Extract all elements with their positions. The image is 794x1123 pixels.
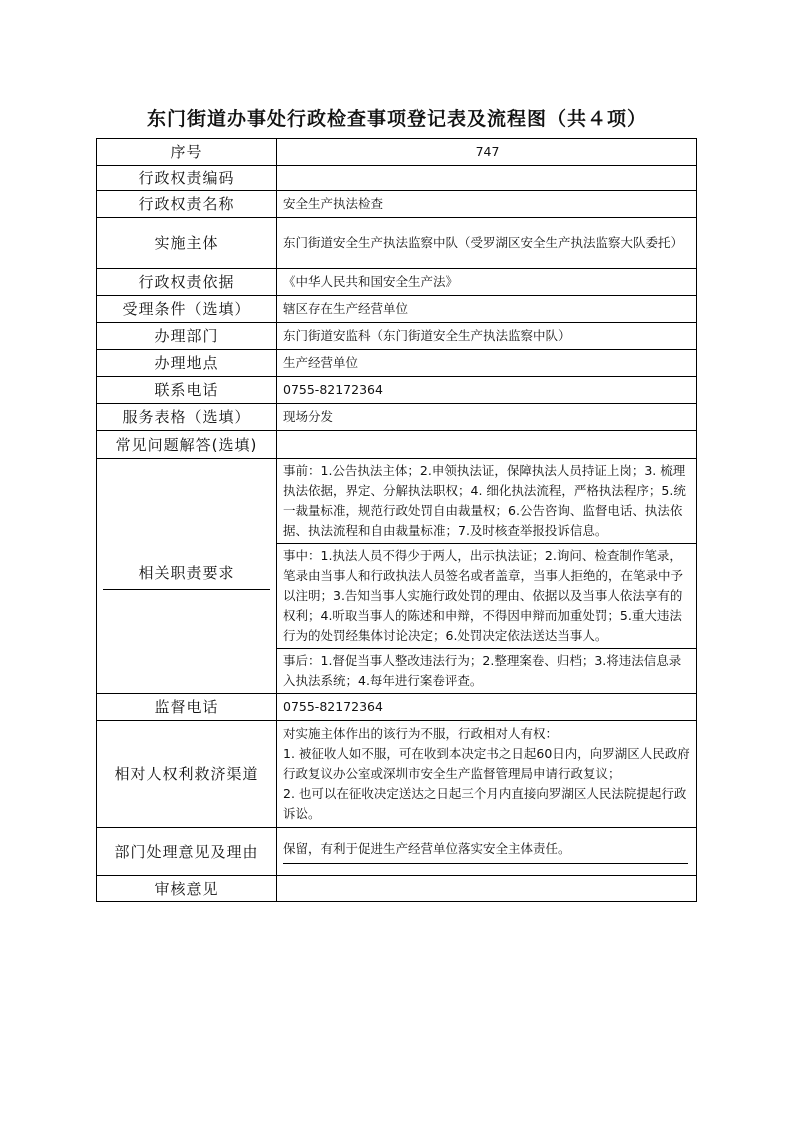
- remedy-intro: 对实施主体作出的该行为不服，行政相对人有权：: [283, 726, 559, 741]
- value-faq: [277, 431, 697, 459]
- label-supervision: 监督电话: [97, 694, 277, 721]
- duties-after: 事后：1.督促当事人整改违法行为；2.整理案卷、归档；3.将违法信息录入执法系统；4.每年进行案卷评查。: [283, 653, 682, 688]
- table-row-seq: [97, 139, 697, 166]
- table-row-supervision: [97, 694, 697, 721]
- label-opinion-cell: [97, 828, 277, 876]
- label-location: 办理地点: [97, 350, 277, 377]
- table-row-department: [97, 323, 697, 350]
- label-seq: 序号: [97, 139, 277, 166]
- label-review: 审核意见: [97, 876, 277, 902]
- value-location: 生产经营单位: [277, 350, 697, 377]
- table-row-subject: [97, 218, 697, 269]
- table-row-code: [97, 166, 697, 191]
- label-department: 办理部门: [97, 323, 277, 350]
- value-opinion: 保留，有利于促进生产经营单位落实安全主体责任。: [283, 839, 688, 864]
- value-opinion-cell: [277, 828, 697, 876]
- label-basis: 行政权责依据: [97, 269, 277, 296]
- label-duties: 相关职责要求: [138, 563, 235, 582]
- table-row-remedy: [97, 721, 697, 828]
- value-forms: 现场分发: [277, 404, 697, 431]
- label-subject: 实施主体: [97, 218, 277, 269]
- table-row-phone: [97, 377, 697, 404]
- label-opinion: 部门处理意见及理由: [114, 842, 259, 861]
- table-row-basis: [97, 269, 697, 296]
- registration-form-table: [96, 138, 697, 902]
- table-row-opinion: [97, 828, 697, 876]
- value-seq: 747: [277, 139, 697, 166]
- value-conditions: 辖区存在生产经营单位: [277, 296, 697, 323]
- value-review: [277, 876, 697, 902]
- label-conditions: 受理条件（选填）: [97, 296, 277, 323]
- label-remedy-cell: [97, 721, 277, 828]
- label-underline: [103, 589, 270, 590]
- value-supervision: 0755-82172364: [277, 694, 697, 721]
- duties-before: 事前：1.公告执法主体；2.申领执法证，保障执法人员持证上岗；3. 梳理执法依据，界定、分解执法职权；4. 细化执法流程，严格执法程序；5.统一裁量标准，规范行政处罚自由裁量权；6.公告咨询、监督电话、执法依据、执法流程和自由裁量标准；7.及时核查举报投诉信息。: [277, 459, 696, 544]
- table-row-forms: [97, 404, 697, 431]
- duties-cell: [277, 459, 697, 694]
- value-remedy: [277, 721, 697, 828]
- remedy-item-2: 2. 也可以在征收决定送达之日起三个月内直接向罗湖区人民法院提起行政诉讼。: [283, 786, 687, 821]
- value-subject: 东门街道安全生产执法监察中队（受罗湖区安全生产执法监察大队委托）: [277, 218, 697, 269]
- label-phone: 联系电话: [97, 377, 277, 404]
- value-department: 东门街道安监科（东门街道安全生产执法监察中队）: [277, 323, 697, 350]
- label-faq: 常见问题解答(选填): [97, 431, 277, 459]
- label-forms: 服务表格（选填）: [97, 404, 277, 431]
- label-duties-cell: [97, 459, 277, 694]
- table-row-faq: [97, 431, 697, 459]
- value-name: 安全生产执法检查: [277, 191, 697, 218]
- label-name: 行政权责名称: [97, 191, 277, 218]
- table-row-location: [97, 350, 697, 377]
- value-phone: 0755-82172364: [277, 377, 697, 404]
- table-row-duties: [97, 459, 697, 694]
- document-title: 东门街道办事处行政检查事项登记表及流程图（共４项）: [146, 108, 647, 130]
- label-code: 行政权责编码: [97, 166, 277, 191]
- table-row-conditions: [97, 296, 697, 323]
- value-basis: 《中华人民共和国安全生产法》: [277, 269, 697, 296]
- remedy-item-1: 1. 被征收人如不服，可在收到本决定书之日起60日内，向罗湖区人民政府行政复议办公室或深圳市安全生产监督管理局申请行政复议；: [283, 746, 690, 781]
- duties-during: 事中：1.执法人员不得少于两人，出示执法证；2.询问、检查制作笔录，笔录由当事人和行政执法人员签名或者盖章，当事人拒绝的，在笔录中予以注明；3.告知当事人实施行政处罚的理由、依据以及当事人依法享有的权利；4.听取当事人的陈述和申辩，不得因申辩而加重处罚；5.重大违法行为的处罚经集体讨论决定；6.处罚决定依法送达当事人。: [277, 544, 696, 649]
- table-row-name: [97, 191, 697, 218]
- value-code: [277, 166, 697, 191]
- table-row-review: [97, 876, 697, 902]
- label-remedy: 相对人权利救济渠道: [114, 765, 259, 783]
